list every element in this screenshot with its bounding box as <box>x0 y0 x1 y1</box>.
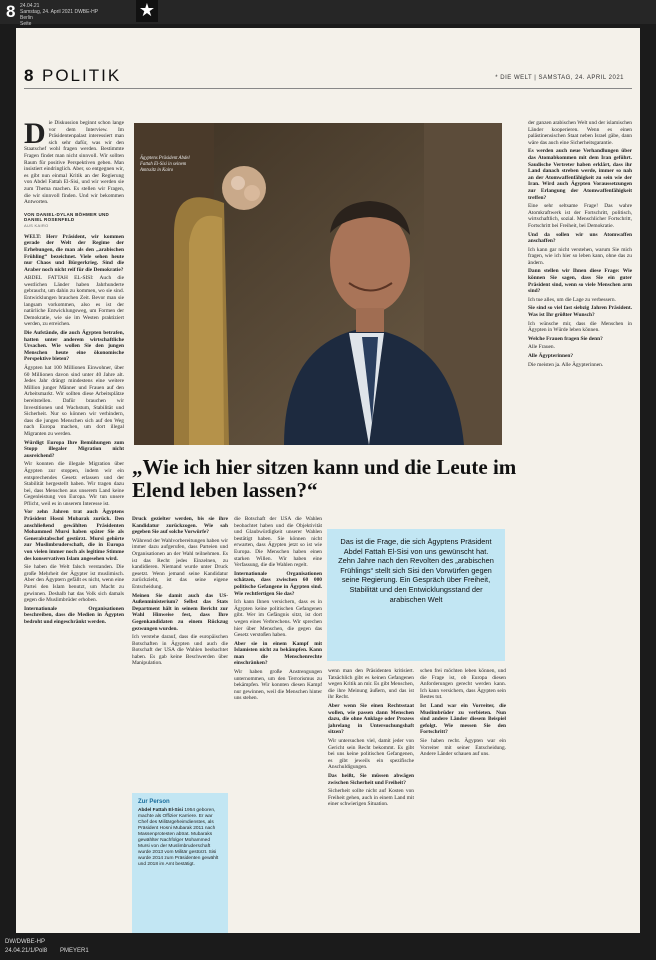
answer: Alle Frauen. <box>528 344 555 351</box>
header-rule <box>24 88 632 89</box>
answer: Wir konnten die illegale Migration über Ägypten zur stoppen, indem wir ein entsprechendes Gesetz erlassen und der Stabilität hergestellt haben. Wir tragen dazu bei, dass Menschen aus unserem Land keine Gegenleistung von Europa. Wir tun unsere Pflicht, weil es in unserem Interesse ist. <box>24 461 124 507</box>
question: Vor zehn Jahren trat auch Ägyptens Präsident Hosni Mubarak zurück. Den anschließend gewählten Präsidenten Mohammed Mursi haben später Sie als Generalstabschef gestürzt. Mursi gehörte zur Muslimbruderschaft, die in Europa von vielen immer noch als legitime Stimme des konservativen Islam angesehen wird. <box>24 509 124 562</box>
answer: Ich tue alles, um die Lage zu verbessern. <box>528 296 616 303</box>
photo-caption: Ägyptens Präsident Abdel Fattah El-Sisi in seinem Amtssitz in Kairo <box>140 156 190 173</box>
question: Internationale Organisationen beschreiben, dass die Medien in Ägypten bedroht und eingeschränkt werden. <box>24 605 124 625</box>
question: Aber wenn Sie einen Rechtsstaat wollen, wie passen dann Menschen dazu, die ohne Anklage oder Prozess jahrelang in Untersuchungshaft sitzen? <box>328 702 414 736</box>
star-icon: ★ <box>136 0 158 22</box>
column-2 <box>132 516 228 788</box>
meta-line: Samstag, 24. April 2021 DWBE-HP <box>20 9 99 15</box>
intro-paragraph <box>24 120 124 206</box>
headline: „Wie ich hier sitzen kann und die Leute im Elend leben lassen?“ <box>132 455 517 502</box>
answer: schen frei möchten leben können, und die Frage ist, ob Europa diesen Anforderungen gerecht werden kann. Ich kann versichern, dass Ägypten sein Bestes tut. <box>420 668 506 701</box>
byline: VON DANIEL-DYLAN BÖHMER UND DANIEL ROSENFELD <box>24 211 110 222</box>
answer: Sicherheit sollte nicht auf Kosten von Freiheit gehen, auch in einem Land mit einer schwierigen Situation. <box>328 788 414 808</box>
answer: Die meisten ja. Alle Ägypterinnen. <box>528 361 604 368</box>
question: Dann stellen wir Ihnen diese Frage: Wie können Sie sagen, dass Sie ein guter Präsident sind, wenn so viele Menschen arm sind? <box>528 268 632 295</box>
answer: wenn man den Präsidenten kritisiert. Tatsächlich gibt es keinen Gefangenen wegen Kritik an mir. Es gibt Menschen, die ihre Meinung äußern, und das ist ihr Recht. <box>328 668 414 701</box>
column-3 <box>234 516 322 932</box>
answer: der ganzen arabischen Welt und der islamischen Länder kooperieren. Wenn es einen palästinensischen Staat neben Israel gäbe, dann wäre das auch eine Sicherheitsgarantie. <box>528 120 632 146</box>
answer: Wir untersuchen viel, damit jeder von Gericht sein Recht bekommt. Es gibt bei uns keine politischen Gefangenen, es gibt jeweils ein spezifische Anschuldigungen. <box>328 737 414 771</box>
answer: die Botschaft der USA die Wahlen beobachtet haben und die Objektivität und Glaubwürdigkeit unserer Wahlen bestätigt haben. Sie können nicht erwarten, dass Ägypten jetzt so ist wie Europa. Die Menschen haben einen starken Willen. Wir haben eine Verfassung, die die Wahlen regelt. <box>234 516 322 569</box>
column-1 <box>24 120 124 932</box>
answer: Sie haben die Welt falsch verstanden. Die große Mehrheit der Ägypter ist muslimisch. Aber den Ägyptern gefällt es nicht, wenn eine Partei den Islam benutzt, um Macht zu gewinnen. Deshalb hat das Volk sich damals gegen die Muslimbrüder erhoben. <box>24 564 124 604</box>
question: Internationale Organisationen schätzen, dass zwischen 60 000 politische Gefangene in Ägypten sind. Wie rechtfertigen Sie das? <box>234 570 322 597</box>
column-6 <box>528 120 632 932</box>
answer: Eine sehr seltsame Frage! Das wahre Atomkraftwerk ist der Fortschritt, politisch, wirtschaftlich, sozial. Menschlicher Fortschritt, Fortschritt bei Freiheit, bei Demokratie. <box>528 203 632 229</box>
meta-line: Seite <box>20 21 32 27</box>
byline-location: AUS KAIRO <box>24 222 49 228</box>
section-number: 8 <box>24 66 34 85</box>
meta-line: 24.04.21 <box>20 3 40 9</box>
column-4 <box>328 668 414 932</box>
question: Aber sie in einem Kampf mit Islamisten nicht zu bekämpfen. Kann man die Menschenrechte einschränken? <box>234 640 322 667</box>
answer: Ich verstehe darauf, dass die europäischen Botschaften in Ägypten und auch die Botschaft der USA die Wahlen beobachtet haben. Es gab keine Beschwerden über Manipulation. <box>132 634 228 667</box>
editor-code: PMEYER1 <box>60 948 89 954</box>
person-infobox <box>132 793 228 933</box>
answer: Ägypten hat 100 Millionen Einwohner, über 60 Millionen davon sind unter 40 Jahre alt. Jedes Jahr drängt mindestens eine weitere Million junger Männer und Frauen auf den Arbeitsmarkt. Wir sollten diese Arbeitsplätze bereitstellen. Dafür brauchen wir Investitionen und Wachstum, Stabilität und Sicherheit. Nur so können wir verhindern, dass die jungen Menschen sich auf den Weg nach Europa machen, um dort illegal Migranten zu werden. <box>24 365 124 437</box>
teaser-box: Das ist die Frage, die sich Ägyptens Präsident Abdel Fattah El-Sisi von uns gewünscht hat. Zehn Jahre nach den Revolten des „arabischen Frühlings“ stellt sich Sisi den Vorwürfen gegen seine Regierung. Ein Gespräch über Freiheit, Stabilität und den Entwicklungsstand der arabischen Welt <box>327 529 505 661</box>
question: Sie sind so viel fast siebzig Jahren Präsident. Was ist Ihr größter Wunsch? <box>528 305 632 319</box>
infobox-title: Zur Person <box>138 799 170 805</box>
intro-text: ie Diskussion beginnt schon lange vor dem Interview. Im Präsidentenpalast interessiert man sich sehr dafür, was wir den Staatschef wohl fragen werden. Bestimmte Fragen findet man nicht sinnvoll. Wir sollten Raum für positive Perspektiven geben. Man insistiert eindringlich. Aber, so entgegnen wir, es gibt nun einmal Kritik an der Regierung von Abdel Fattah El-Sisi, und wir werden sie zum Thema machen. Es stellen wir Fragen, die wir sinnvoll finden. Und wir bekommen Antworten. <box>24 120 124 206</box>
meta-line: Berlin <box>20 15 33 21</box>
drop-cap: D <box>24 120 46 150</box>
page-meta <box>20 3 140 27</box>
column-5 <box>420 668 506 932</box>
question: WELT: Herr Präsident, wir kommen gerade der Welt der Regime der Erhebungen, die man als den „arabischen Frühling“ bezeichnet. Viele sehen heute nur Chaos und Bürgerkrieg. Sind die Araber noch nicht reif für die Demokratie? <box>24 233 124 273</box>
answer: Ich kann Ihnen versichern, dass es in Ägypten keine politischen Gefangenen gibt. Wer im Gefängnis sitzt, ist dort wegen eines Verbrechens. Wir sprechen hier über Menschen, die gegen das Gesetz verstoßen haben. <box>234 599 322 639</box>
top-bar <box>0 0 656 27</box>
date-line: 24.04.21/1/Pol8 <box>5 948 48 954</box>
answer: Sie haben recht. Ägypten war ein Vorreiter mit seiner Entscheidung. Andere Länder schauen auf uns. <box>420 737 506 758</box>
issue-line: * DIE WELT | SAMSTAG, 24. APRIL 2021 <box>495 75 624 81</box>
answer: Während der Wahlvorbereitungen haben wir immer dazu aufgerufen, dass Parteien und Organisationen an der Wahl teilnehmen. Es ist das Recht jedes Einzelnen, zu kandidieren. Niemand wurde unter Druck gesetzt. Wenn jemand seine Kandidatur zurückzieht, ist das seine eigene Entscheidung. <box>132 537 228 590</box>
infobox-name: Abdel Fattah El-Sisi <box>138 808 184 813</box>
question: Alle Ägypterinnen? <box>528 353 574 359</box>
answer: ABDEL FATTAH EL-SISI: Auch die westlichen Länder haben Jahrhunderte gebraucht, um dahin zu kommen, wo sie sind. Entwicklungen brauchen Zeit. Bevor man sie langsam vorkommen, also es ist der natürliche Entwicklungsweg, um Formen der Demokratie, wie sie im Westen praktiziert werden, zu erreichen. <box>24 275 124 328</box>
question: Die Aufstände, die auch Ägypten betrafen, hatten unter anderem wirtschaftliche Ursachen. Wie wollen Sie den jungen Menschen heute eine ökonomische Perspektive bieten? <box>24 330 124 363</box>
question: Es werden auch neue Verhandlungen über das Atomabkommen mit dem Iran geführt. Saudische Vertreter haben erklärt, dass ihr Land danach streben werde, immer so nah an der Atomwaffenfähigkeit zu sein wie der Iran. Wird auch Ägypten Voraussetzungen zur Erlangung der Atomwaffenfähigkeit treffen? <box>528 148 632 201</box>
newspaper-page <box>16 28 640 933</box>
answer: Ich wünsche mir, dass die Menschen in Ägypten in Würde leben können. <box>528 320 632 334</box>
question: Welche Frauen fragen Sie denn? <box>528 335 603 342</box>
infobox-text: 1954 geboren, machte als Offizier Karriere. Er war Chef des Militärgeheimdienstes, als Präsident Hosni Mubarak 2011 nach Massenprotesten abtrat. Mubaraks gewählter Nachfolger Mohammed Mursi von der Muslimbruderschaft wurde 2013 vom Militär gestürzt. Sisi wurde 2014 zum Präsidenten gewählt und 2018 im Amt bestätigt. <box>138 808 219 867</box>
question: Meinen Sie damit auch das US-Außenministerium? Selbst das Stats Department hält in seinem Bericht zur Wahl Hinweise fest, dass Ihre Gegenkandidaten zu einem Rückzug gezwungen wurden. <box>132 592 228 632</box>
bottom-bar <box>0 934 656 960</box>
answer: Ich kann gar nicht verstehen, warum Sie mich fragen, wie ich hier so leben kann, ohne das zu ändern. <box>528 246 632 266</box>
edition-line: DW/DWBE-HP <box>5 939 45 945</box>
question: Würdigt Europa Ihre Bemühungen zum Stopp illegaler Migration nicht ausreichend? <box>24 439 124 459</box>
question: Und da sollen wir uns Atomwaffen anschaffen? <box>528 231 632 245</box>
question: Das heißt, Sie müssen abwägen zwischen Sicherheit und Freiheit? <box>328 772 414 786</box>
question: Ist Land war ein Vorreiter, die Muslimbrüder zu verbieten. Nun sind andere Länder diesem Beispiel gefolgt. Wie messen Sie den Fortschritt? <box>420 702 506 736</box>
page-number: 8 <box>6 2 16 21</box>
answer: Wir haben große Anstrengungen unternommen, um den Terrorismus zu bekämpfen. Wir konnten diesen Kampf nur gewinnen, weil die Menschen hinter uns stehen. <box>234 669 322 702</box>
section-title: POLITIK <box>42 66 122 85</box>
question: Druck gezielter werden, bis sie ihre Kandidatur zurückzogen. Wie sah gegeben Sie auf solche Vorwürfe? <box>132 516 228 536</box>
